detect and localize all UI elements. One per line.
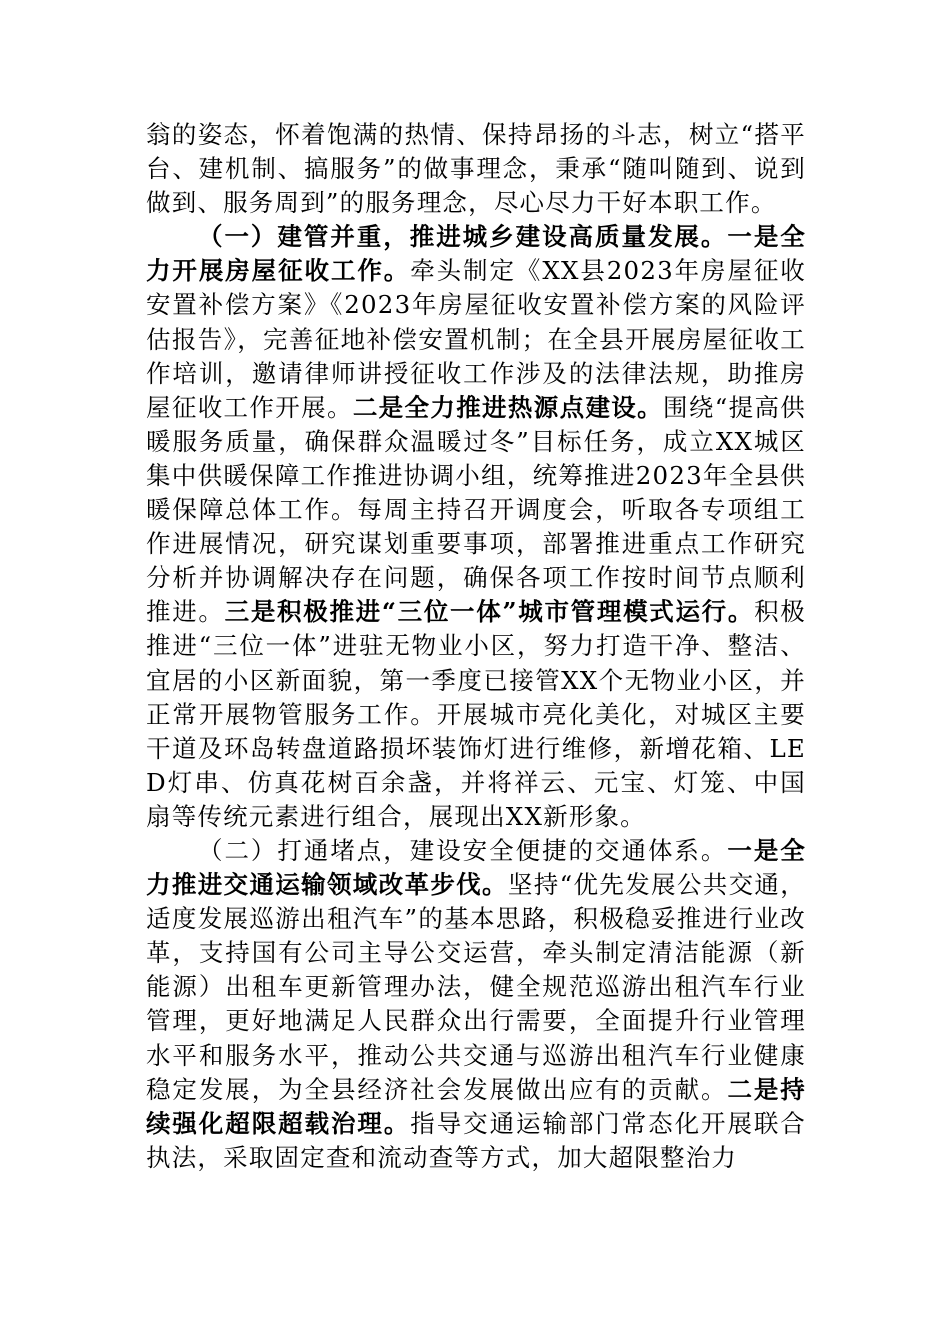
paragraph-2-body-3: 积极推进“三位一体”进驻无物业小区，努力打造干净、整洁、宜居的小区新面貌，第一季度已接管XX个无物业小区，并正常开展物管服务工作。开展城市亮化美化，对城区主要干道及环岛转盘道路损坏装饰灯进行维修，新增花箱、LED灯串、仿真花树百余盏，并将祥云、元宝、灯笼、中国扇等传统元素进行组合，展现出XX新形象。	[146, 597, 806, 831]
paragraph-3-body-1: 坚持“优先发展公共交通，适度发展巡游出租汽车”的基本思路，积极稳妥推进行业改革，支持国有公司主导公交运营，牵头制定清洁能源（新能源）出租车更新管理办法，健全规范巡游出租汽车行业管理，更好地满足人民群众出行需要，全面提升行业管理水平和服务水平，推动公共交通与巡游出租汽车行业健康稳定发展，为全县经济社会发展做出应有的贡献。	[146, 870, 806, 1104]
paragraph-2-heading: （一）建管并重，推进城乡建设高质量发展。一是全力开展房屋征收工作。	[146, 222, 806, 286]
paragraph-2-subheading-2: 二是全力推进热源点建设。	[352, 392, 664, 422]
paragraph-2-body-2: 围绕“提高供暖服务质量，确保群众温暖过冬”目标任务，成立XX城区集中供暖保障工作推进协调小组，统筹推进2023年全县供暖保障总体工作。每周主持召开调度会，听取各专项组工作进展情况，研究谋划重要事项，部署推进重点工作研究分析并协调解决存在问题，确保各项工作按时间节点顺利推进。	[146, 392, 806, 627]
document-page	[146, 118, 806, 1308]
paragraph-2-subheading-3: 三是积极推进“三位一体”城市管理模式运行。	[224, 597, 755, 627]
paragraph-3-subheading-1: 一是全力推进交通运输领域改革步伐。	[146, 835, 806, 900]
paragraph-2	[146, 220, 806, 834]
paragraph-3-body-2: 指导交通运输部门常态化开展联合执法，采取固定查和流动查等方式，加大超限整治力	[146, 1108, 806, 1172]
paragraph-3-heading: （二）打通堵点，建设安全便捷的交通体系。	[198, 835, 728, 865]
paragraph-1	[146, 118, 806, 220]
paragraph-3	[146, 834, 806, 1175]
paragraph-2-body-1: 牵头制定《XX县2023年房屋征收安置补偿方案》《2023年房屋征收安置补偿方案的风险评估报告》，完善征地补偿安置机制；在全县开展房屋征收工作培训，邀请律师讲授征收工作涉及的法律法规，助推房屋征收工作开展。	[146, 256, 806, 422]
paragraph-3-subheading-2: 二是持续强化超限超载治理。	[146, 1074, 806, 1138]
paragraph-1-run-1: 翁的姿态，怀着饱满的热情、保持昂扬的斗志，树立“搭平台、建机制、搞服务”的做事理念，秉承“随叫随到、说到做到、服务周到”的服务理念，尽心尽力干好本职工作。	[146, 120, 806, 218]
